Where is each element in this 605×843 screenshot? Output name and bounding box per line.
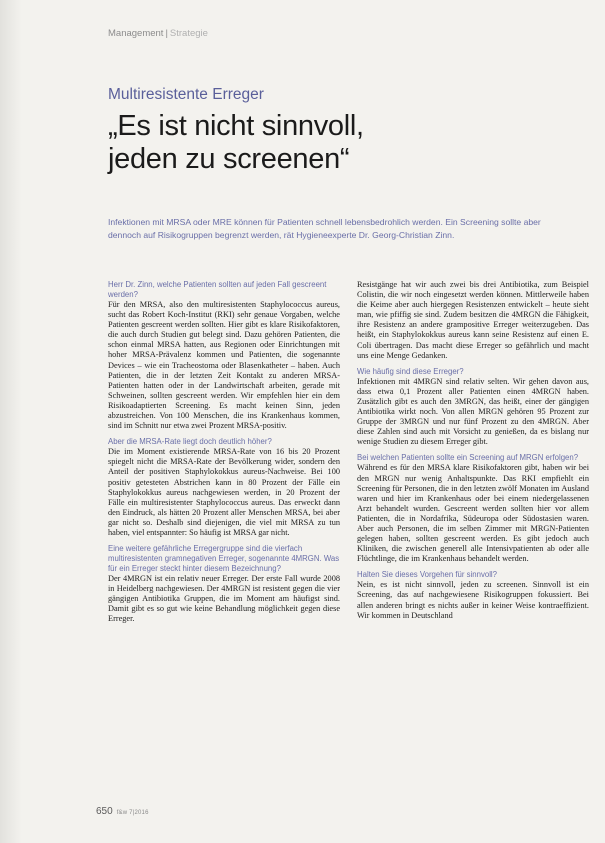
left-column [108, 280, 340, 631]
interview-question: Wie häufig sind diese Erreger? [357, 366, 464, 376]
page-number: 650 [96, 806, 113, 817]
interview-question: Bei welchen Patienten sollte ein Screening auf MRGN erfolgen? [357, 453, 579, 463]
publication-name: f&w 7|2016 [116, 810, 149, 816]
interview-question: Herr Dr. Zinn, welche Patienten sollten auf jeden Fall gescreent werden? [108, 280, 327, 299]
interview-question: Eine weitere gefährliche Erregergruppe sind die vierfach multiresistenten gramnegativen Erreger, sogenannte 4MRGN. Was für ein Erreger steckt hinter diesem Bezeichnung? [108, 544, 340, 574]
subsection-label: Strategie [169, 28, 208, 39]
article-subtitle: Multiresistente Erreger [108, 86, 264, 103]
page-footer [96, 806, 149, 817]
interview-answer: Für den MRSA, also den multiresistenten Staphylococcus aureus, sucht das Robert Koch-Institut (RKI) sehr genaue Vorgaben, welche Patienten gescreent werden sollten. Hier gibt es klare Risikofaktoren, die auch durch Studien gut belegt sind. Dazu gehören Patienten, die schon einmal MRSA hatten, aus Regionen oder Einrichtungen mit hoher MRSA-Prävalenz kommen und Patienten, die sogenannte Devices – wie ein Tracheostoma oder Blasenkatheter – haben. Auch Patienten, die in der letzten Zeit Kontakt zu anderen MRSA-Patienten hatten oder in der Landwirtschaft arbeiten, gerade mit Schweinen, sollten gescreent werden. Wir empfehlen hier ein dem Risikoadaptierten Screening. Es macht keinen Sinn, jeden abzustreichen. Von 100 Menschen, die ins Krankenhaus kommen, sind im Schnitt nur etwa zwei Prozent MRSA-positiv. [108, 300, 340, 431]
article-headline: „Es ist nicht sinnvoll, jeden zu screenen“ [108, 110, 364, 175]
interview-answer: Resistgänge hat wir auch zwei bis drei Antibiotika, zum Beispiel Colistin, die wir noch eingesetzt werden können. Mittlerweile haben die Keime aber auch hiergegen Resistenzen entwickelt – heute sieht man, wie pfiffig sie sind. Zudem besitzen die 4MRGN die Fähigkeit, ihre Resistenz an andere grampositive Erreger weiterzugeben. Das heißt, ein Staphylokokkus aureus kann seine Resistenz auf einen E. Coli übertragen. Das macht diese Erreger so gefährlich und macht uns eine Menge Gedanken. [357, 280, 589, 360]
interview-answer: Während es für den MRSA klare Risikofaktoren gibt, haben wir bei den MRGN nur wenig Anhaltspunkte. Das RKI empfiehlt ein Screening für Personen, die in den letzten zwölf Monaten im Ausland waren und hier im Krankenhaus oder bei einem niedergelassenen Arzt behandelt wurden. Gescreent werden sollten hier vor allem Patienten, die in Nordafrika, Südeuropa oder Südostasien waren. Aber auch Personen, die im selben Zimmer mit MRGN-Patienten gelegen haben, sollten gescreent werden. Es gibt jedoch auch Kliniken, die zwischen generell alle Intensivpatienten ab oder alle Flüchtlinge, die im Krankenhaus behandelt werden. [357, 463, 589, 564]
right-column [357, 280, 589, 627]
section-kicker [108, 28, 208, 39]
interview-answer: Der 4MRGN ist ein relativ neuer Erreger. Der erste Fall wurde 2008 in Heidelberg nachgewiesen. Der 4MRGN ist resistent gegen die vier gängigen Antibiotika Gruppen, die im Moment am häufigst sind. Damit gibt es so gut wie keine Behandlung möglichkeit gegen diese Erreger. [108, 574, 340, 624]
interview-answer: Nein, es ist nicht sinnvoll, jeden zu screenen. Sinnvoll ist ein Screening, das auf nachgewiesene Risikogruppen fokussiert. Bei allen anderen bringt es nichts außer in keiner Weise kontraeffizient. Wir kommen in Deutschland [357, 580, 589, 620]
page-gutter-shadow [0, 0, 22, 843]
interview-question: Aber die MRSA-Rate liegt doch deutlich höher? [108, 437, 272, 447]
section-label: Management [108, 28, 164, 39]
article-lead: Infektionen mit MRSA oder MRE können für Patienten schnell lebensbedrohlich werden. Ein Screening sollte aber dennoch auf Risikogruppen begrenzt werden, rät Hygieneexperte Dr. Georg-Christian Zinn. [108, 217, 541, 240]
interview-question: Halten Sie dieses Vorgehen für sinnvoll? [357, 570, 497, 580]
interview-answer: Die im Moment existierende MRSA-Rate von 16 bis 20 Prozent spiegelt nicht die MRSA-Rate der Bevölkerung wider, sondern den Anteil der positiven Staphylokokkus aureus-Nachweise. Bei 100 positiv getesteten Abstrichen kann in 80 Prozent der Fälle ein Staphylokokkus aureus nachgewiesen werden, in 20 Prozent der Fälle ein multiresistenter Staphylococcus aureus. Das erweckt dann den Eindruck, als hätten 20 Prozent aller Menschen MRSA, bei aber gar nicht so. Deshalb sind diejenigen, die viel mit MRSA zu tun haben, viel entspannter: So häufig ist MRSA gar nicht. [108, 447, 340, 537]
interview-answer: Infektionen mit 4MRGN sind relativ selten. Wir gehen davon aus, dass etwa 0,1 Prozent aller Patienten einen 4MRGN haben. Zusätzlich gibt es auch den 3MRGN, das heißt, einer der gängigen Antibiotika wirkt noch. Von allen MRGN gehören 95 Prozent zur Gruppe der 3MRGN und nur fünf Prozent zu den 4MRGN. Aber diese Zahlen sind auch mit Vorsicht zu genießen, da es bislang nur wenige Studien zu diesem Erreger gibt. [357, 376, 589, 447]
section-separator: | [165, 28, 168, 39]
